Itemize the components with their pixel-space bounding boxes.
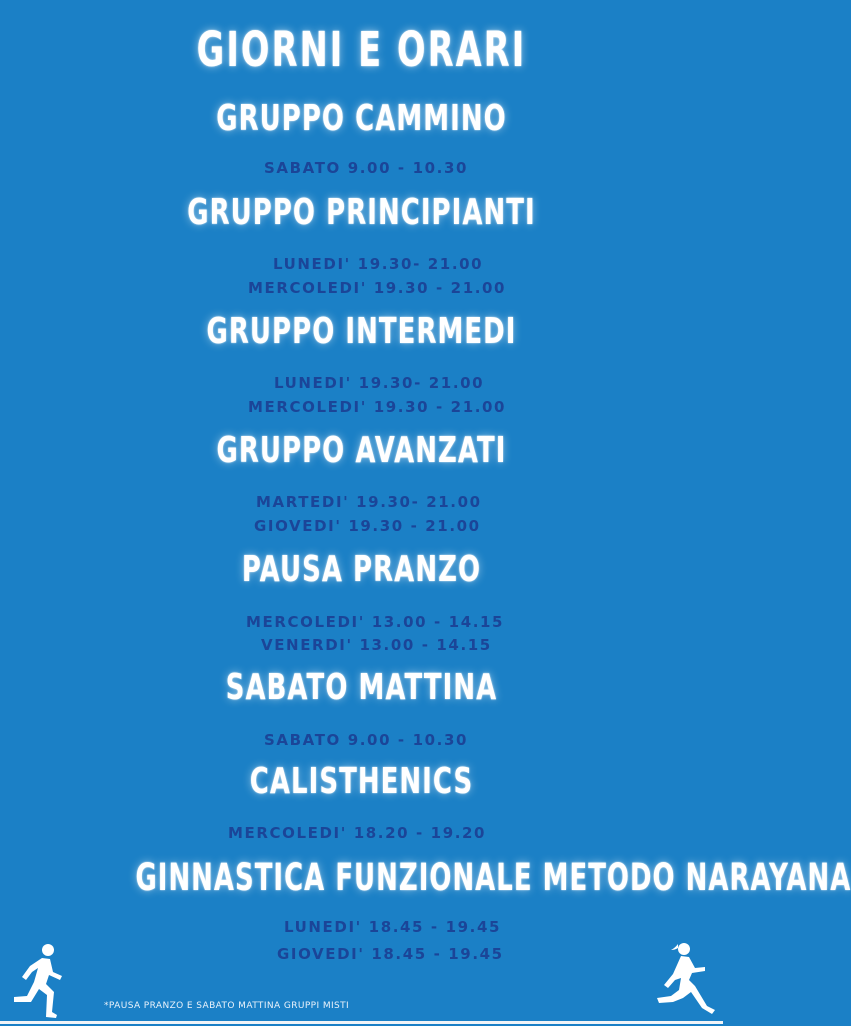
schedule-principianti-1: LUNEDI' 19.30- 21.00 — [273, 255, 484, 273]
schedule-principianti-2: MERCOLEDI' 19.30 - 21.00 — [248, 279, 507, 297]
group-title-ginnastica-funzionale: GINNASTICA FUNZIONALE METODO NARAYANA — [135, 856, 851, 899]
schedule-pausa-pranzo-1: MERCOLEDI' 13.00 - 14.15 — [246, 613, 505, 631]
group-title-avanzati: GRUPPO AVANZATI — [216, 430, 507, 471]
group-title-cammino: GRUPPO CAMMINO — [216, 98, 507, 139]
schedule-sabato-mattina-1: SABATO 9.00 - 10.30 — [264, 731, 469, 749]
schedule-calisthenics-1: MERCOLEDI' 18.20 - 19.20 — [228, 824, 487, 842]
runner-man-graphic — [4, 942, 70, 1022]
group-title-pausa-pranzo: PAUSA PRANZO — [241, 549, 482, 590]
runner-woman-icon — [651, 940, 719, 1022]
schedule-cammino-1: SABATO 9.00 - 10.30 — [264, 159, 469, 177]
schedule-ginnastica-1: LUNEDI' 18.45 - 19.45 — [284, 918, 502, 936]
group-title-principianti: GRUPPO PRINCIPIANTI — [187, 192, 536, 233]
main-title: GIORNI E ORARI — [196, 22, 527, 78]
bottom-border — [0, 1021, 723, 1024]
schedule-ginnastica-2: GIOVEDI' 18.45 - 19.45 — [277, 945, 504, 963]
schedule-intermedi-2: MERCOLEDI' 19.30 - 21.00 — [248, 398, 507, 416]
group-title-calisthenics: CALISTHENICS — [249, 761, 474, 802]
footnote: *PAUSA PRANZO E SABATO MATTINA GRUPPI MISTI — [104, 1001, 350, 1011]
runner-man-icon — [4, 942, 70, 1022]
runner-woman-graphic — [651, 940, 719, 1022]
schedule-pausa-pranzo-2: VENERDI' 13.00 - 14.15 — [261, 636, 492, 654]
schedule-avanzati-1: MARTEDI' 19.30- 21.00 — [256, 493, 482, 511]
group-title-intermedi: GRUPPO INTERMEDI — [206, 311, 517, 352]
group-title-sabato-mattina: SABATO MATTINA — [225, 667, 498, 708]
schedule-intermedi-1: LUNEDI' 19.30- 21.00 — [274, 374, 485, 392]
schedule-avanzati-2: GIOVEDI' 19.30 - 21.00 — [254, 517, 481, 535]
